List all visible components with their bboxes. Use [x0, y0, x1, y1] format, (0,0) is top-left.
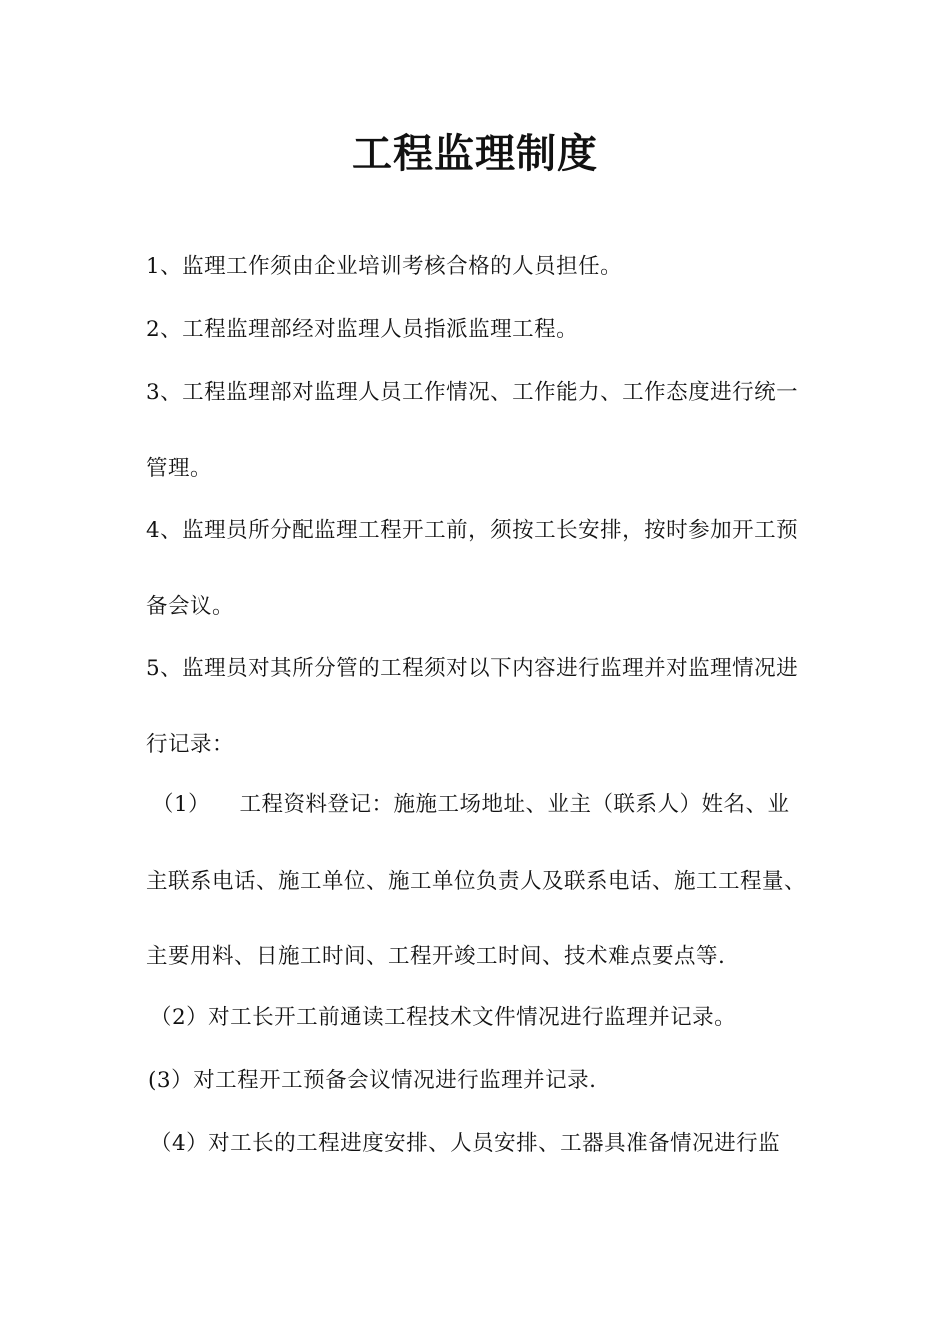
- clause-2: 2、工程监理部经对监理人员指派监理工程。: [146, 317, 579, 342]
- clause-5: 5、监理员对其所分管的工程须对以下内容进行监理并对监理情况进: [146, 656, 799, 681]
- sub-item-4: （4）对工长的工程进度安排、人员安排、工器具准备情况进行监: [150, 1131, 781, 1156]
- clause-3: 3、工程监理部对监理人员工作情况、工作能力、工作态度进行统一: [146, 380, 799, 405]
- clause-1: 1、监理工作须由企业培训考核合格的人员担任。: [146, 254, 623, 279]
- sub-item-1: （1） 工程资料登记：施施工场地址、业主（联系人）姓名、业: [152, 792, 790, 817]
- clause-5-continued: 行记录：: [146, 732, 235, 757]
- document-title: 工程监理制度: [352, 130, 598, 177]
- clause-4-continued: 备会议。: [146, 594, 235, 619]
- sub-item-1-continued-b: 主要用料、日施工时间、工程开竣工时间、技术难点要点等.: [146, 944, 726, 969]
- sub-item-1-continued-a: 主联系电话、施工单位、施工单位负责人及联系电话、施工工程量、: [146, 869, 807, 894]
- clause-3-continued: 管理。: [146, 456, 213, 481]
- sub-item-3: (3）对工程开工预备会议情况进行监理并记录.: [148, 1068, 597, 1093]
- clause-4: 4、监理员所分配监理工程开工前，须按工长安排，按时参加开工预: [146, 518, 799, 543]
- sub-item-2: （2）对工长开工前通读工程技术文件情况进行监理并记录。: [150, 1005, 737, 1030]
